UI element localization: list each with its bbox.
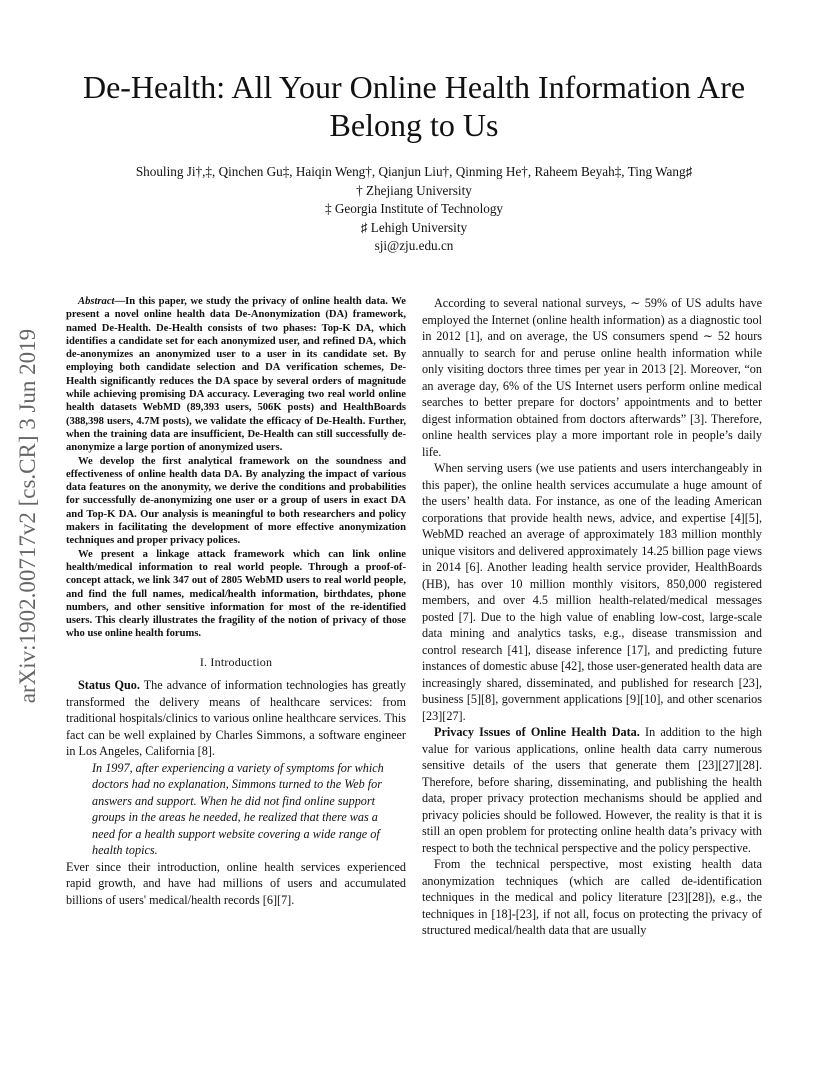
privacy-issues-paragraph: Privacy Issues of Online Health Data. In addition to the high value for various applications, online health data carry numerous sensitive details of the users that generate them [23][27][28]. Therefore, before sharing, disseminating, and publishing the health data, proper privacy protection mechanisms should be applied and privacy policies should be followed. However, the reality is that it is still an open problem for protecting online health data’s privacy with respect to both the technical perspective and the policy perspective.: [422, 725, 762, 855]
right-column: [422, 295, 762, 939]
left-column: [66, 295, 406, 908]
simmons-quote: In 1997, after experiencing a variety of symptoms for which doctors had no explanation, Simmons turned to the Web for answers and support. When he did not find online support groups in the areas he needed, he realized that there was a need for a health support website covering a wide range of health topics.: [92, 760, 384, 858]
intro-paragraph-health-data: When serving users (we use patients and users interchangeably in this paper), the online health services accumulate a huge amount of the users’ health data. For instance, as one of the leading American corporations that provide health news, advice, and expertise [4][5], WebMD reached an average of approximately 183 million monthly unique visitors and delivered approximately 14.25 billion page views in 2014 [6]. Another leading health service provider, HealthBoards (HB), has over 10 million monthly visitors, 850,000 registered members, and over 4.5 million health-related/medical messages posted [7]. Due to the high value of enabling low-cost, large-scale data mining and analytics tasks, e.g., disease transmission and control research [41], disease inference [17], and predicting future instances of domestic abuse [42], those user-generated health data are increasingly shared, disseminated, and published for research [23], business [5][8], government applications [9][10], and other scenarios [23][27].: [422, 461, 762, 723]
arxiv-watermark: [6, 296, 50, 736]
affiliation-lehigh: ♯ Lehigh University: [360, 219, 468, 235]
abstract-paragraph-2: We develop the first analytical framework on the soundness and effectiveness of online health data DA. By analyzing the impact of various data features on the anonymity, we derive the conditions and probabilities for successfully de-anonymizing one user or a group of users in exact DA and Top-K DA. Our analysis is meaningful to both researchers and policy makers in facilitating the development of more effective anonymization techniques and proper privacy polices.: [66, 455, 406, 547]
status-quo-lead: Status Quo.: [78, 678, 140, 693]
affiliation-gatech: ‡ Georgia Institute of Technology: [324, 201, 504, 216]
abstract-paragraph-3: We present a linkage attack framework which can link online health/medical information to real world people. Through a proof-of-concept attack, we link 347 out of 2805 WebMD users to real world people, and find the full names, medical/health information, birthdates, phone numbers, and other sensitive information for most of the re-identified users. This clearly illustrates the fragility of the notion of privacy of those who use online health forums.: [66, 548, 406, 640]
arxiv-id[interactable]: arXiv:1902.00717v2 [cs.CR] 3 Jun 2019: [15, 328, 40, 704]
abstract-paragraph-1: Abstract—In this paper, we study the privacy of online health data. We present a novel online health data De-Anonymization (DA) framework, named De-Health. De-Health consists of two phases: Top-K DA, which identifies a candidate set for each anonymized user, and refined DA, which de-anonymizes an anonymized user to a user in its candidate set. By employing both candidate selection and DA verification schemes, De-Health significantly reduces the DA space by several orders of magnitude while achieving promising DA accuracy. Leveraging two real world online health datasets WebMD (89,393 users, 506K posts) and HealthBoards (388,398 users, 4.7M posts), we validate the efficacy of De-Health. Further, when the training data are insufficient, De-Health can still successfully de-anonymize a large portion of anonymized users.: [66, 296, 406, 454]
paper-title: De-Health: All Your Online Health Information Are Belong to Us: [82, 69, 746, 143]
abstract-label: Abstract: [78, 296, 115, 307]
intro-paragraph-surveys: According to several national surveys, ∼ 59% of US adults have employed the Internet (online health information) as a diagnostic tool in 2012 [1], and on average, the US consumers spend ∼ 52 hours annually to search for and peruse online health information while only visiting doctors three times per year in 2013 [2]. Moreover, “on an average day, 6% of the US Internet users perform online medical searches to better prepare for doctors’ appointments and to better digest information obtained from doctors afterwards” [3]. Therefore, online health services play a more important role in people’s daily life.: [422, 296, 762, 459]
section-heading-introduction: I. Introduction: [199, 654, 273, 669]
status-quo-paragraph: Status Quo. The advance of information technologies has greatly transformed the delivery means of healthcare services: from traditional hospitals/clinics to various online healthcare services. This fact can be well explained by Charles Simmons, a software engineer in Los Angeles, California [8].: [66, 678, 406, 759]
author-block: [40, 163, 788, 256]
author-email[interactable]: sji@zju.edu.cn: [374, 238, 454, 253]
privacy-issues-lead: Privacy Issues of Online Health Data.: [434, 725, 640, 739]
author-list: Shouling Ji†,‡, Qinchen Gu‡, Haiqin Weng†, Qianjun Liu†, Qinming He†, Raheem Beyah‡, Ting Wang♯: [135, 164, 693, 179]
intro-paragraph-technical: From the technical perspective, most existing health data anonymization techniques (which are called de-identification techniques in the medical and policy literature [23][28]), e.g., the techniques in [18]-[23], if not all, focus on protecting the privacy of structured medical/health data that are usually: [422, 857, 762, 937]
affiliation-zju: † Zhejiang University: [356, 182, 472, 198]
intro-paragraph-growth: Ever since their introduction, online health services experienced rapid growth, and have had millions of users and accumulated billions of users' medical/health records [6][7].: [66, 859, 406, 907]
